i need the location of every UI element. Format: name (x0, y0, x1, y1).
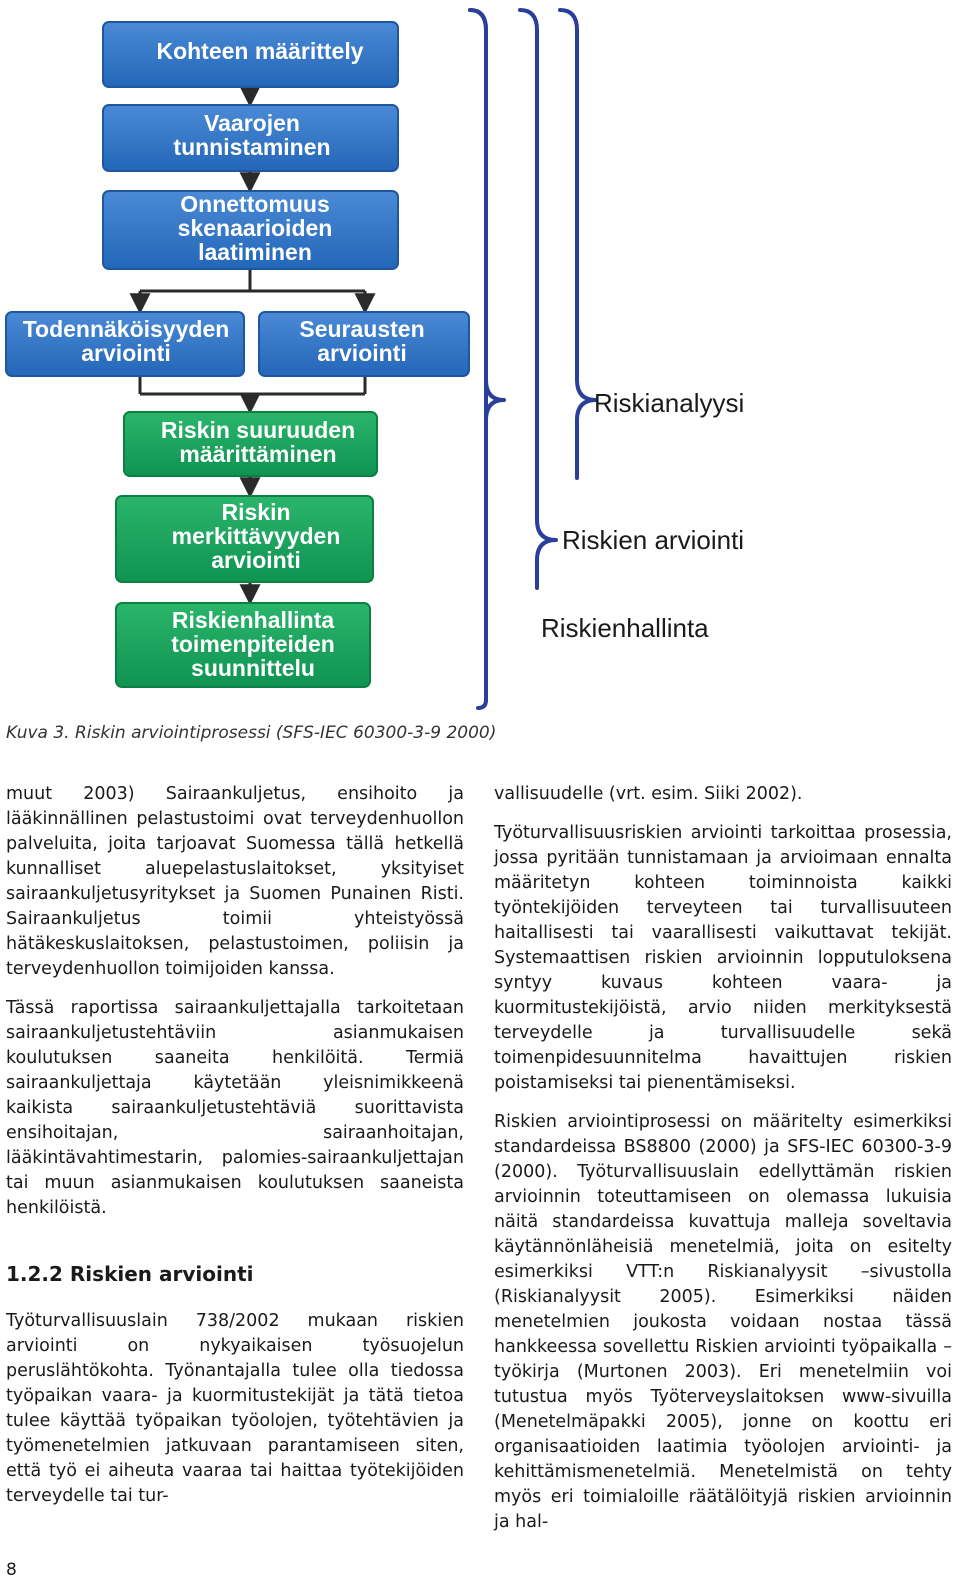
box-label-line: laatiminen (198, 239, 312, 266)
label-riskien-arviointi: Riskien arviointi (562, 525, 745, 555)
label-riskienhallinta: Riskienhallinta (541, 613, 709, 643)
box-label (161, 417, 355, 467)
paragraph: Työturvallisuuslain 738/2002 mukaan riskien arviointi on nykyaikaisen työsuojelun peruslähtökohta. Työnantajalla tulee olla tiedossa työpaikan vaara- ja kuormitustekijät ja tätä tietoa tulee käyttää työpaikan työolojen, työtehtävien ja työmenetelmien jatkuvaan parantamiseen siten, että työ ei aiheuta vaaraa tai haittaa työtekijöiden terveydelle tai tur- (6, 1311, 464, 1506)
box-onnettomuus-skenaarioiden-laatiminen (103, 191, 398, 269)
brace-riskienhallinta (470, 10, 486, 708)
risk-assessment-diagram (0, 0, 960, 712)
paragraph: Riskien arviointiprosessi on määritelty esimerkiksi standardeissa BS8800 (2000) ja SFS-IEC 60300-3-9 (2000). Työturvallisuuslain edellyttämän riskien arvioinnin toteuttamiseen on olemassa lukuisia näitä standardeissa kuvattuja malleja soveltavia käytännönläheisiä menetelmiä, joita on esitelty esimerkiksi VTT:n Riskianalyysit –sivustolla (Riskianalyysit 2005). Esimerkiksi näiden menetelmien joukosta voidaan nostaa tässä hankkeessa sovellettu Riskien arviointi työpaikalla –työkirja (Murtonen 2003). Eri menetelmiin voi tutustua myös Työterveyslaitoksen www-sivuilla (Menetelmäpakki 2005), jonne on koottu eri organisaatioiden laatimia työolojen arviointi- ja kehittämismenetelmiä. Menetelmistä on tehty myös eri toimialoille räätälöityjä riskien arvioinnin ja hal- (494, 1112, 952, 1532)
figure-caption: Kuva 3. Riskin arviointiprosessi (SFS-IEC 60300-3-9 2000) (6, 723, 497, 743)
box-seurausten-arviointi (259, 312, 469, 376)
box-label-line: tunnistaminen (173, 134, 331, 161)
brace-riskien-arviointi (520, 10, 556, 588)
box-label-line: arviointi (317, 340, 407, 367)
paragraph: Työturvallisuusriskien arviointi tarkoittaa prosessia, jossa pyritään tunnistamaan ja arvioimaan ennalta määritetyn kohteen toiminnoista kaikki työntekijöiden terveyteen tai turvallisuuteen haitallisesti tai vaarallisesti vaikuttavat tekijät. Systemaattisen riskien arvioinnin lopputuloksena syntyy kuvaus kohteen vaara- ja kuormitustekijöistä, arvio niiden merkityksestä terveydelle ja turvallisuudelle sekä toimenpidesuunnitelma havaittujen riskien poistamiseksi tai pienentämiseksi. (494, 823, 952, 1093)
box-riskin-merkittavyyden-arviointi (116, 496, 373, 582)
paragraph: muut 2003) Sairaankuljetus, ensihoito ja lääkinnällinen pelastustoimi ovat terveydenhuollon palveluita, joita tarjoavat Suomessa tällä hetkellä kunnalliset aluepelastuslaitokset, yksityiset sairaankuljetusyritykset ja Suomen Punainen Risti. Sairaankuljetus toimii yhteistyössä hätäkeskuslaitoksen, pelastustoimen, poliisin ja terveydenhuollon toimijoiden kanssa. (6, 784, 464, 979)
box-kohteen-maarittely (103, 22, 398, 87)
box-label-line: Todennäköisyyden (22, 316, 230, 343)
box-label-line: toimenpiteiden (171, 631, 335, 658)
box-label-line: Riskin suuruuden (160, 417, 356, 444)
paragraph: vallisuudelle (vrt. esim. Siiki 2002). (494, 784, 803, 804)
box-label-line: Kohteen määrittely (156, 38, 364, 65)
box-label-line: suunnittelu (191, 655, 315, 682)
box-vaarojen-tunnistaminen (103, 105, 398, 171)
section-heading: 1.2.2 Riskien arviointi (6, 1262, 254, 1286)
box-label-line: arviointi (81, 340, 171, 367)
label-riskianalyysi: Riskianalyysi (594, 388, 745, 418)
box-todennakoisyyden-arviointi (6, 312, 244, 376)
box-label-line: määrittäminen (179, 441, 337, 468)
box-label-line: arviointi (211, 547, 301, 574)
box-label-line: Riskin (221, 499, 291, 526)
right-column (494, 782, 952, 1535)
box-label-line: Seurausten (299, 316, 425, 343)
box-label-line: Vaarojen (204, 110, 300, 137)
box-riskin-suuruuden-maarittaminen (124, 412, 377, 476)
box-riskienhallinta-toimenpiteiden-suunnittelu (116, 603, 370, 687)
paragraph: Tässä raportissa sairaankuljettajalla tarkoitetaan sairaankuljetustehtäviin asianmukaisen koulutuksen saaneita henkilöitä. Termiä sairaankuljettaja käytetään yleisnimikkeenä kaikista sairaankuljetustehtäviä suorittavista ensihoitajan, sairaanhoitajan, lääkintävahtimestarin, palomies-sairaankuljettajan tai muun asianmukaisen koulutuksen saaneista henkilöistä. (6, 998, 464, 1218)
box-label (299, 316, 424, 366)
brace-outer-right (560, 10, 596, 478)
box-label-line: Onnettomuus (180, 191, 330, 218)
left-column (6, 782, 464, 1509)
box-label-line: Riskienhallinta (171, 607, 335, 634)
box-label (178, 191, 333, 265)
box-label (171, 607, 335, 681)
box-label (156, 38, 363, 64)
box-label-line: merkittävyyden (171, 523, 341, 550)
box-label-line: skenaarioiden (177, 215, 333, 242)
page-number: 8 (6, 1560, 17, 1580)
